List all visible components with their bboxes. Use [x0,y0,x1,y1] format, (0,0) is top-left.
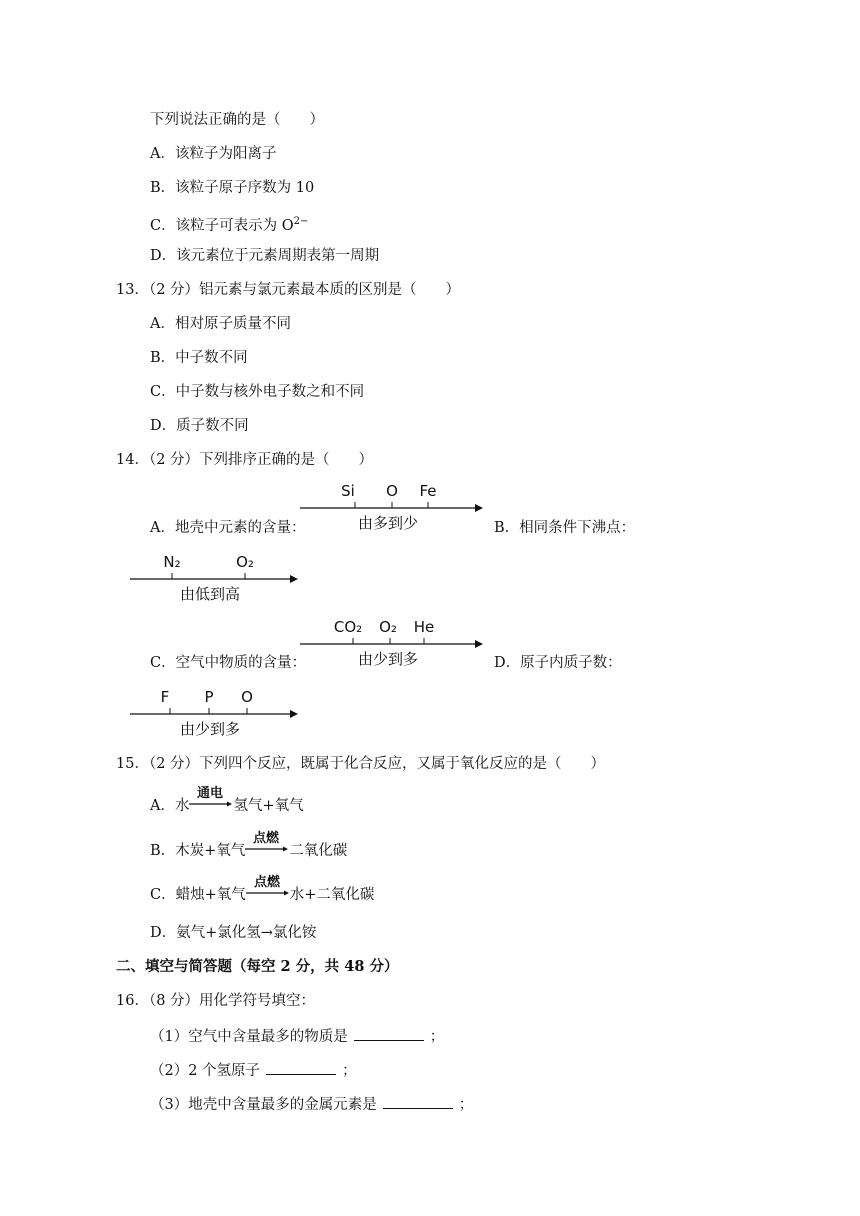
q13-option-d: D．质子数不同 [150,418,249,434]
tick-label: O [241,688,253,706]
q15-option-d: D．氨气+氯化氢→氯化铵 [150,925,317,941]
reaction-arrow [245,831,289,860]
q14-option-a-axis [300,478,485,538]
tick-label: O [386,482,398,500]
tick-label: CO₂ [333,618,363,636]
q12-option-b: B．该粒子原子序数为 10 [150,180,315,196]
q14-stem: 14．（2 分）下列排序正确的是（ ） [116,452,374,468]
answer-blank[interactable] [354,1026,424,1041]
tick-label: O₂ [379,618,397,636]
axis-caption: 由少到多 [179,720,241,738]
answer-blank[interactable] [383,1094,453,1109]
q15-stem: 15．（2 分）下列四个反应，既属于化合反应，又属于氧化反应的是（ ） [116,756,606,772]
q14-option-b-label: B．相同条件下沸点： [494,520,636,536]
q12-option-a: A．该粒子为阳离子 [150,146,277,162]
reaction-condition: 点燃 [253,875,280,890]
q12-stem: 下列说法正确的是（ ） [150,112,324,128]
tick-label: Si [341,482,355,500]
tick-label: F [160,688,170,706]
q13-option-a: A．相对原子质量不同 [150,316,291,332]
q13-option-c: C．中子数与核外电子数之和不同 [150,384,365,400]
q16-part-1: （1）空气中含量最多的物质是 ； [150,1026,444,1046]
reaction-condition: 点燃 [253,831,280,846]
ion-charge: 2− [293,216,309,227]
q16-part-2: （2）2 个氢原子 ； [150,1060,357,1080]
axis-caption: 由低到高 [179,585,241,603]
axis-caption: 由多到少 [357,514,419,532]
q12-option-c: C．该粒子可表示为 $O^{2-}$ [150,216,309,234]
answer-blank[interactable] [266,1060,336,1075]
reaction-arrow [246,875,290,904]
q14-option-a-label: A．地壳中元素的含量： [150,520,306,536]
tick-label: He [413,618,435,636]
q12-option-d: D．该元素位于元素周期表第一周期 [150,248,380,264]
q13-stem: 13．（2 分）铝元素与氯元素最本质的区别是（ ） [116,282,461,298]
reaction-arrow [189,786,233,815]
q15-option-b: B．木炭+氧气 点燃 二氧化碳 [150,831,348,859]
section-heading: 二、填空与简答题（每空 2 分，共 48 分） [116,958,399,975]
axis-caption: 由少到多 [357,650,419,668]
q14-option-b-axis [130,549,305,609]
q14-option-d-label: D．原子内质子数： [494,655,622,671]
tick-label: O₂ [236,553,254,571]
q16-part-3: （3）地壳中含量最多的金属元素是 ； [150,1094,473,1114]
q14-option-c-label: C．空气中物质的含量： [150,655,307,671]
reaction-condition: 通电 [197,786,224,801]
q14-option-d-axis [130,684,305,744]
tick-label: P [204,688,214,706]
q14-option-c-axis [300,614,485,674]
q15-option-a: A．水 通电 氢气+氧气 [150,786,304,814]
q16-stem: 16．（8 分）用化学符号填空： [116,993,316,1009]
tick-label: Fe [419,482,437,500]
tick-label: N₂ [163,553,181,571]
q13-option-b: B．中子数不同 [150,350,248,366]
q15-option-c: C．蜡烛+氧气 点燃 水+二氧化碳 [150,875,375,903]
